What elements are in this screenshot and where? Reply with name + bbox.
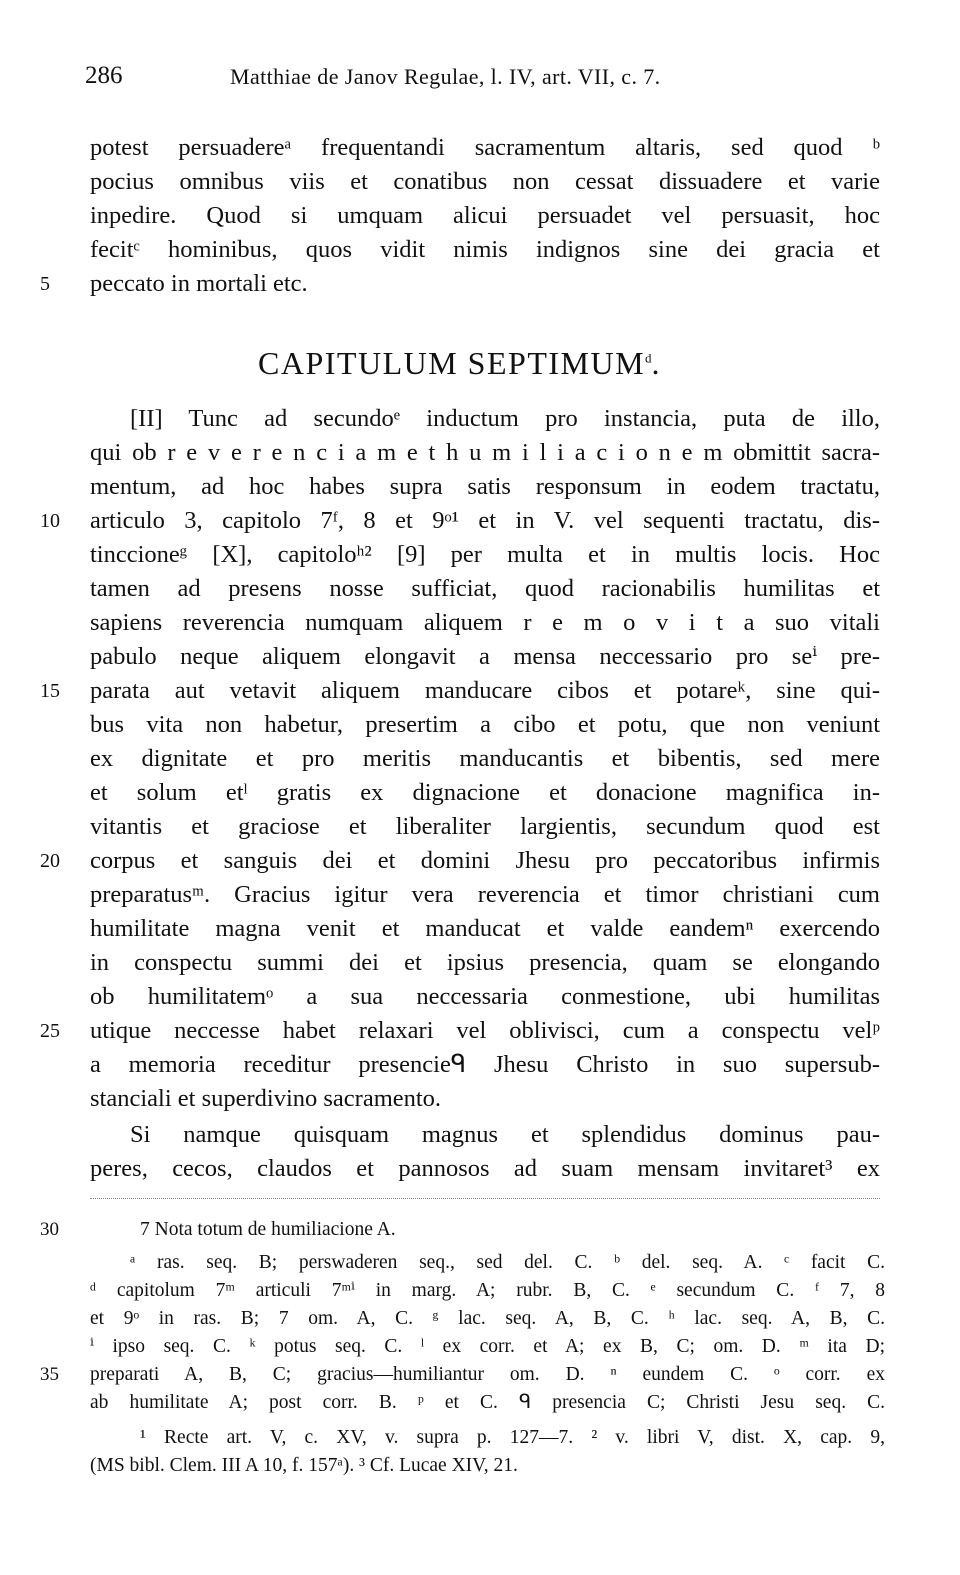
footnote-line: 7 Nota totum de humiliacione A. — [140, 1219, 396, 1240]
chapter-heading: CAPITULUM SEPTIMUM$^d$. — [258, 345, 662, 381]
line-number: 35 — [40, 1364, 59, 1385]
footnote-rule — [90, 1198, 880, 1199]
footnote-line: ᵃ ras. seq. B; perswaderen seq., sed del. C. ᵇ del. seq. A. ᶜ facit C. — [130, 1252, 885, 1273]
text-line: preparatusᵐ. Gracius igitur vera reverencia et timor christiani cum — [90, 881, 880, 908]
footnote-line: (MS bibl. Clem. III A 10, f. 157ᵃ). ³ Cf. Lucae XIV, 21. — [90, 1455, 518, 1476]
text-line: a memoria receditur presencieᑫ Jhesu Christo in suo supersub- — [90, 1051, 880, 1078]
text-line: ex dignitate et pro meritis manducantis et bibentis, sed mere — [90, 745, 880, 772]
text-line: stanciali et superdivino sacramento. — [90, 1085, 442, 1112]
line-number: 30 — [40, 1219, 59, 1240]
text-line: peccato in mortali etc. — [90, 270, 308, 297]
chapter-title-note: d — [645, 350, 652, 366]
footnote-line: et 9ᵒ in ras. B; 7 om. A, C. ᵍ lac. seq. A, B, C. ʰ lac. seq. A, B, C. — [90, 1308, 885, 1329]
footnote-line: ¹ Recte art. V, c. XV, v. supra p. 127—7. ² v. libri V, dist. X, cap. 9, — [140, 1427, 885, 1448]
footnote-line: ᵈ capitolum 7ᵐ articuli 7ᵐⁱ in marg. A; rubr. B, C. ᵉ secundum C. ᶠ 7, 8 — [90, 1280, 885, 1301]
footnote-line: ⁱ ipso seq. C. ᵏ potus seq. C. ˡ ex corr. et A; ex B, C; om. D. ᵐ ita D; — [90, 1336, 885, 1357]
text-line: et solum etˡ gratis ex dignacione et donacione magnifica in- — [90, 779, 880, 806]
text-line: mentum, ad hoc habes supra satis responsum in eodem tractatu, — [90, 473, 880, 500]
footnote-line: ab humilitate A; post corr. B. ᵖ et C. ᑫ presencia C; Christi Jesu seq. C. — [90, 1392, 885, 1413]
text-line: humilitate magna venit et manducat et valde eandemⁿ exercendo — [90, 915, 880, 942]
text-line: vitantis et graciose et liberaliter largientis, secundum quod est — [90, 813, 880, 840]
text-line: peres, cecos, claudos et pannosos ad suam mensam invitaret³ ex — [90, 1155, 880, 1182]
text-line: [II] Tunc ad secundoᵉ inductum pro instancia, puta de illo, — [130, 405, 880, 432]
text-line: Si namque quisquam magnus et splendidus dominus pau- — [130, 1121, 880, 1148]
line-number: 5 — [40, 273, 50, 295]
line-number: 20 — [40, 850, 60, 872]
page-header — [85, 62, 885, 102]
text-line: pocius omnibus viis et conatibus non cessat dissuadere et varie — [90, 168, 880, 195]
text-line: potest persuadereᵃ frequentandi sacramentum altaris, sed quod ᵇ — [90, 134, 880, 161]
text-line: in conspectu summi dei et ipsius presencia, quam se elongando — [90, 949, 880, 976]
text-line: qui ob r e v e r e n c i a m e t h u m i l i a c i o n e m obmittit sacra- — [90, 439, 880, 466]
line-number: 10 — [40, 510, 60, 532]
text-line: tinccioneᵍ [X], capitoloʰ² [9] per multa et in multis locis. Hoc — [90, 541, 880, 568]
chapter-title: CAPITULUM SEPTIMUM — [258, 345, 646, 381]
text-line: parata aut vetavit aliquem manducare cibos et potareᵏ, sine qui- — [90, 677, 880, 704]
line-number: 15 — [40, 680, 60, 702]
text-line: tamen ad presens nosse sufficiat, quod racionabilis humilitas et — [90, 575, 880, 602]
footnote-line: preparati A, B, C; gracius—humiliantur om. D. ⁿ eundem C. ᵒ corr. ex — [90, 1364, 885, 1385]
text-line: fecitᶜ hominibus, quos vidit nimis indignos sine dei gracia et — [90, 236, 880, 263]
text-line: sapiens reverencia numquam aliquem r e m o v i t a suo vitali — [90, 609, 880, 636]
page-number: 286 — [85, 62, 123, 89]
text-line: ob humilitatemᵒ a sua neccessaria conmestione, ubi humilitas — [90, 983, 880, 1010]
text-line: pabulo neque aliquem elongavit a mensa neccessario pro seⁱ pre- — [90, 643, 880, 670]
text-line: corpus et sanguis dei et domini Jhesu pro peccatoribus infirmis — [90, 847, 880, 874]
text-line: inpedire. Quod si umquam alicui persuadet vel persuasit, hoc — [90, 202, 880, 229]
text-line: bus vita non habetur, presertim a cibo et potu, que non veniunt — [90, 711, 880, 738]
text-line: utique neccesse habet relaxari vel oblivisci, cum a conspectu velᵖ — [90, 1017, 880, 1044]
text-line: articulo 3, capitolo 7ᶠ, 8 et 9ᵒ¹ et in V. vel sequenti tractatu, dis- — [90, 507, 880, 534]
line-number: 25 — [40, 1020, 60, 1042]
running-title: Matthiae de Janov Regulae, l. IV, art. VII, c. 7. — [230, 64, 661, 89]
